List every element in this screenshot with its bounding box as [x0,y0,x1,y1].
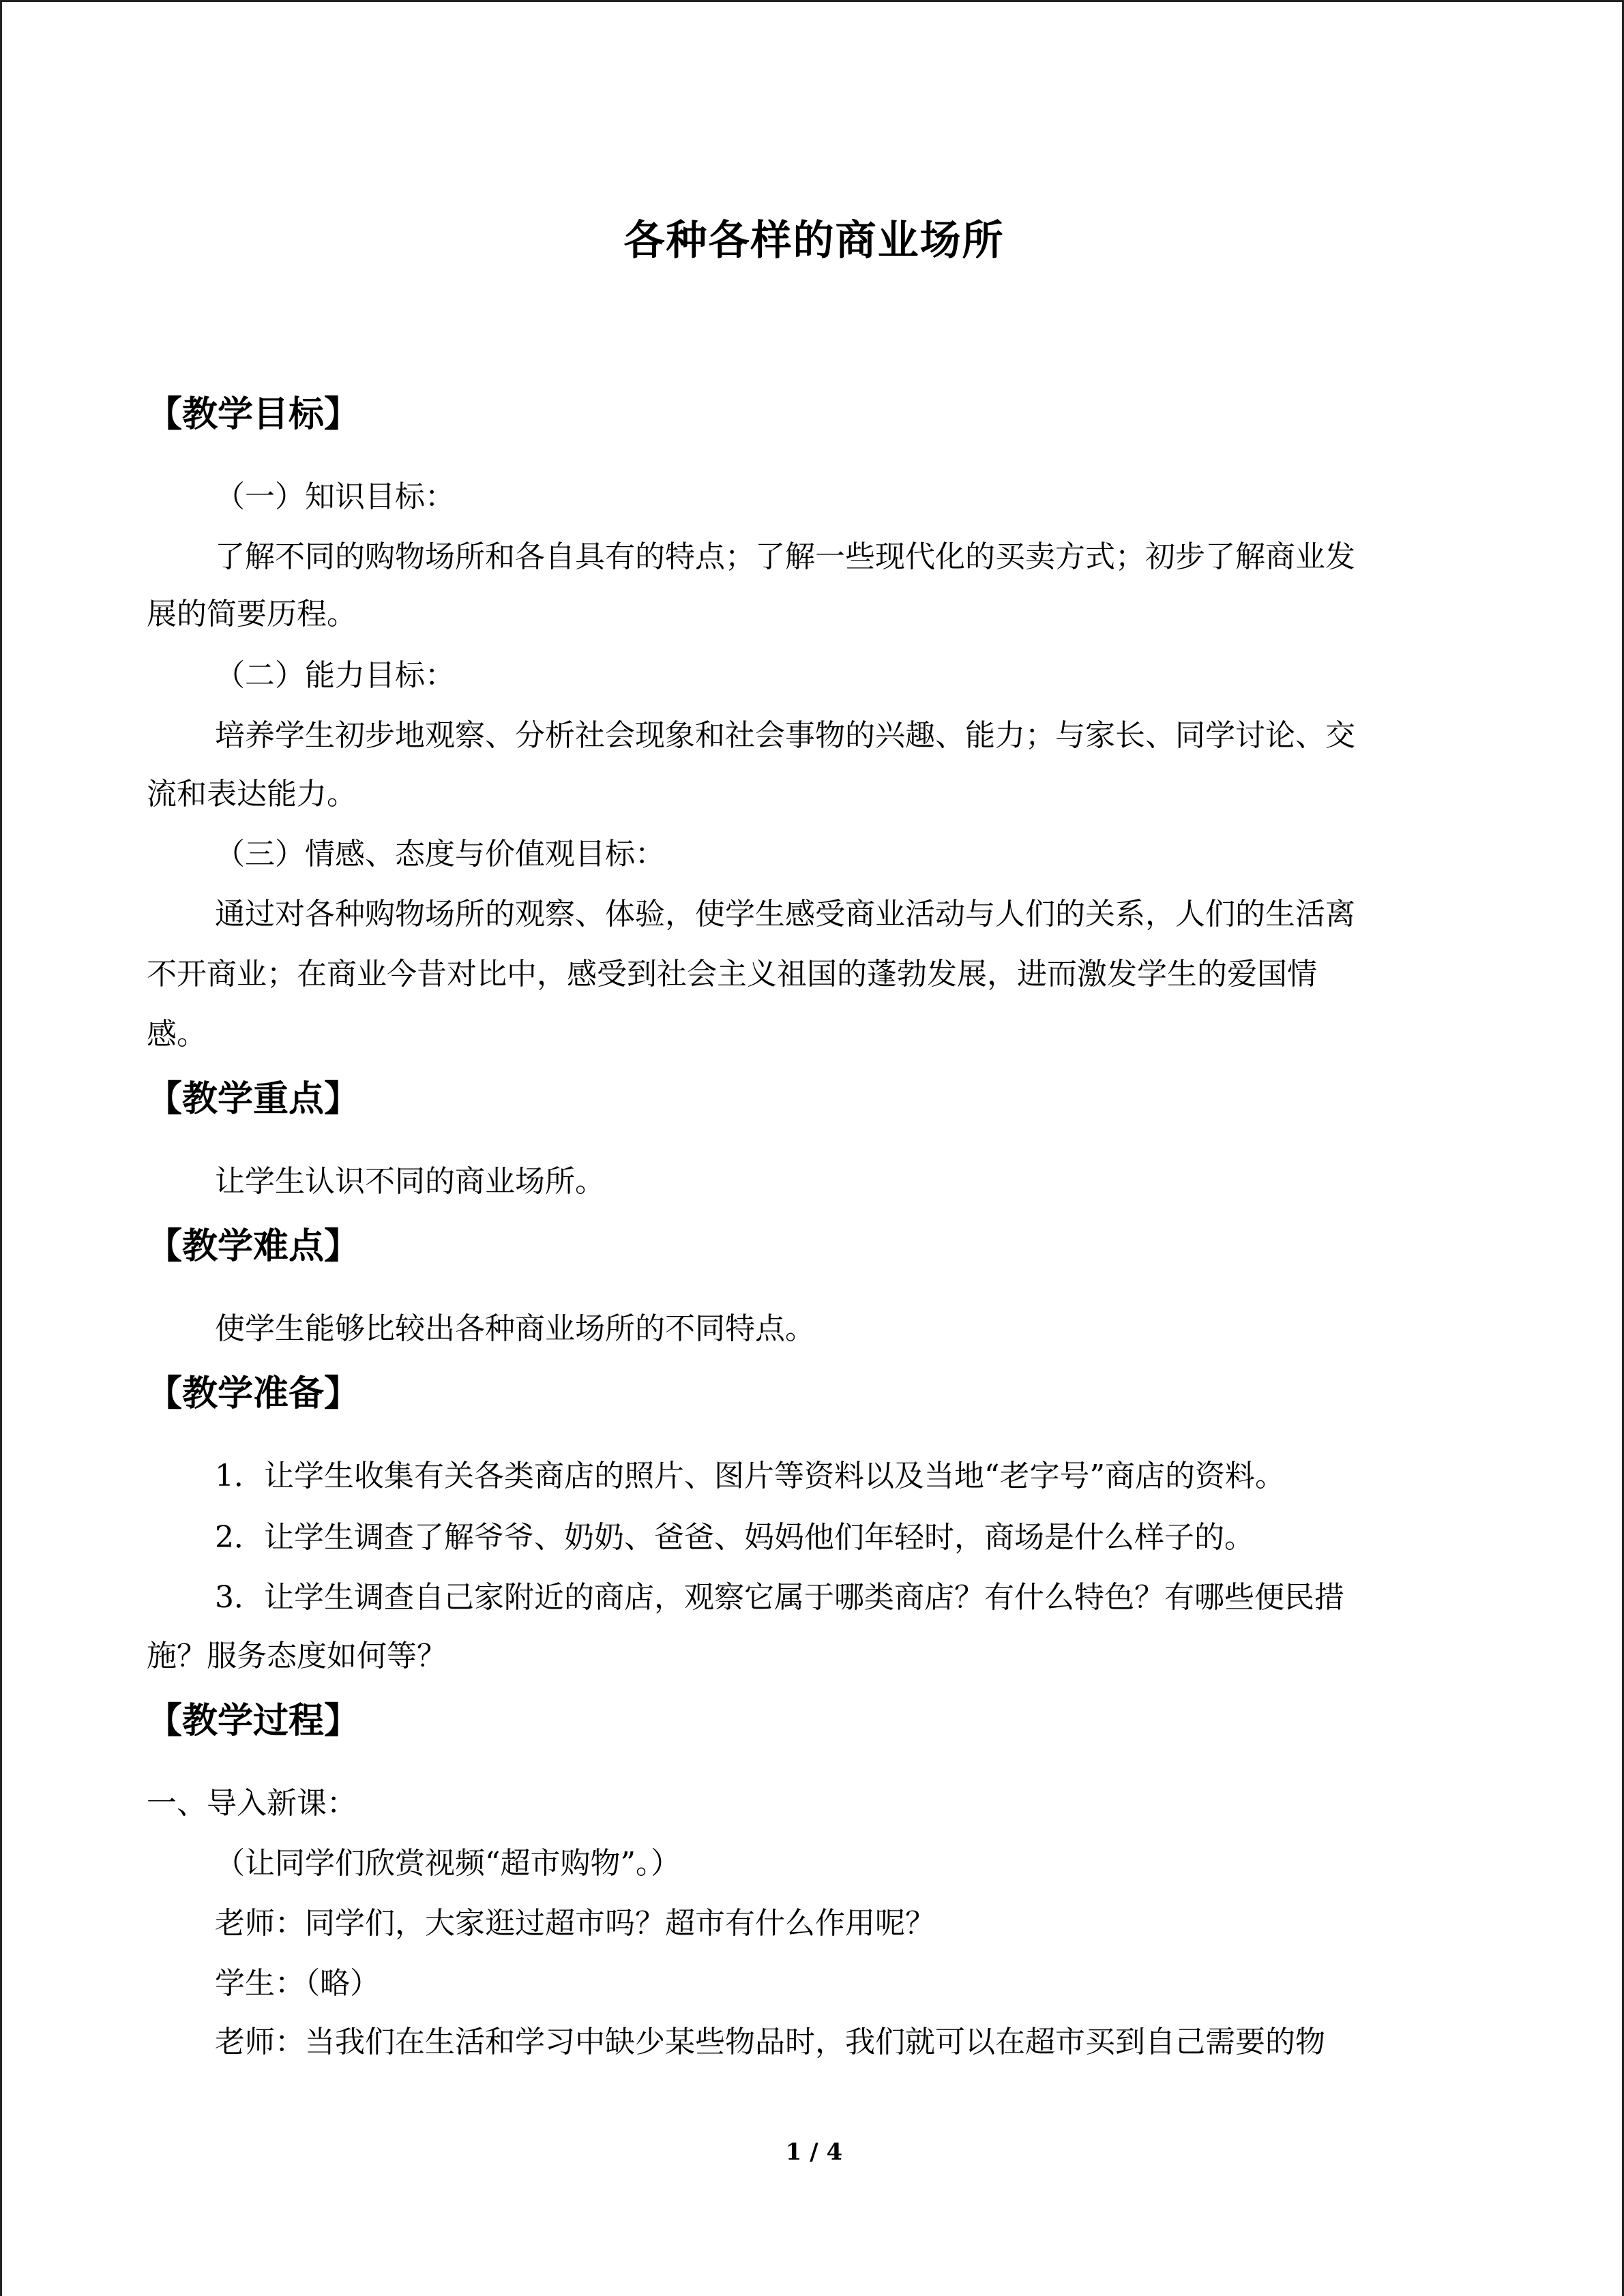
heading-difficulties: 【教学难点】 [147,1225,360,1267]
ability-goal-text-1: 培养学生初步地观察、分析社会现象和社会事物的兴趣、能力；与家长、同学讨论、交 [215,718,1355,753]
knowledge-goal-text-1: 了解不同的购物场所和各自具有的特点；了解一些现代化的买卖方式；初步了解商业发 [215,539,1355,574]
preparation-item-3-line-1: 3．让学生调查自己家附近的商店，观察它属于哪类商店？有什么特色？有哪些便民措 [215,1580,1344,1615]
preparation-item-1: 1．让学生收集有关各类商店的照片、图片等资料以及当地“老字号”商店的资料。 [215,1459,1285,1493]
process-line-4: 老师：当我们在生活和学习中缺少某些物品时，我们就可以在超市买到自己需要的物 [215,2025,1325,2059]
ability-goal-label: （二）能力目标： [215,658,455,693]
heading-key-points: 【教学重点】 [147,1078,360,1120]
process-line-3: 学生：（略） [215,1966,380,2001]
process-line-1: （让同学们欣赏视频“超市购物”。） [215,1846,681,1881]
process-line-2: 老师：同学们，大家逛过超市吗？超市有什么作用呢？ [215,1906,935,1941]
ability-goal-text-2: 流和表达能力。 [147,777,357,811]
emotion-goal-text-3: 感。 [147,1017,207,1052]
difficulties-text: 使学生能够比较出各种商业场所的不同特点。 [215,1311,815,1346]
preparation-item-2: 2．让学生调查了解爷爷、奶奶、爸爸、妈妈他们年轻时，商场是什么样子的。 [215,1520,1254,1555]
heading-process: 【教学过程】 [147,1700,360,1742]
knowledge-goal-label: （一）知识目标： [215,479,455,514]
document-title: 各种各样的商业场所 [623,217,1005,265]
page-number: 1 / 4 [785,2138,843,2166]
process-section-1-title: 一、导入新课： [147,1786,357,1821]
heading-objectives: 【教学目标】 [147,393,360,435]
emotion-goal-text-1: 通过对各种购物场所的观察、体验，使学生感受商业活动与人们的关系，人们的生活离 [215,897,1355,931]
heading-preparation: 【教学准备】 [147,1373,360,1414]
emotion-goal-text-2: 不开商业；在商业今昔对比中，感受到社会主义祖国的蓬勃发展，进而激发学生的爱国情 [147,957,1317,992]
key-points-text: 让学生认识不同的商业场所。 [215,1164,605,1199]
preparation-item-3-line-2: 施？服务态度如何等？ [147,1639,447,1673]
knowledge-goal-text-2: 展的简要历程。 [147,597,357,631]
emotion-goal-label: （三）情感、态度与价值观目标： [215,837,665,871]
